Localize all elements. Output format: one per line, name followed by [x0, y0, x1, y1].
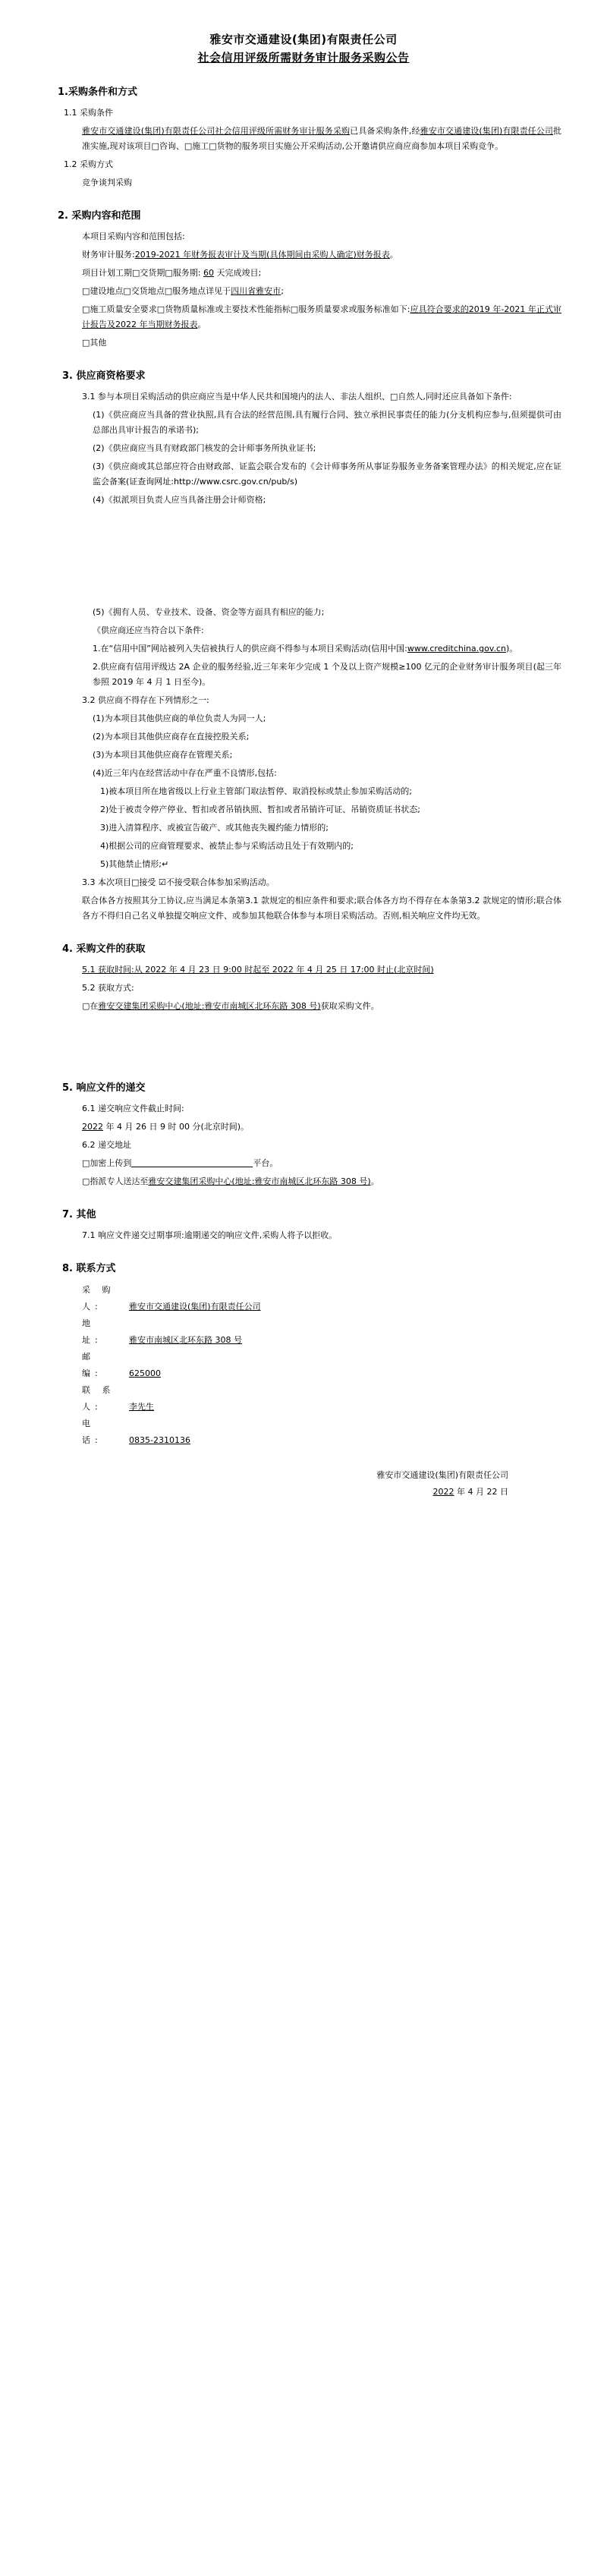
title-line-2: 社会信用评级所需财务审计服务采购公告: [197, 51, 410, 65]
submit-inperson-address: 雅安交建集团采购中心(地址:雅安市南城区北环东路 308 号): [148, 1176, 371, 1186]
audit-scope-suffix: 。: [389, 250, 398, 260]
section-6-paragraph: 7.1 响应文件递交过期事项:逾期递交的响应文件,采购人将予以拒收。: [82, 1230, 338, 1240]
section-5-heading: 5. 响应文件的递交: [62, 1082, 146, 1094]
deadline-year: 2022: [82, 1122, 103, 1132]
location-suffix: ;: [281, 286, 284, 296]
signature-company: 雅安市交通建设(集团)有限责任公司: [376, 1470, 508, 1480]
quality-prefix: □施工质量安全要求□货物质量标准或主要技术性能指标□服务质量要求或服务标准如下:: [82, 304, 410, 314]
blank-space-1: [46, 511, 561, 602]
contact-value: 雅安市交通建设(集团)有限责任公司: [129, 1302, 261, 1312]
blank-space-2: [46, 1017, 561, 1063]
audit-scope-underline: 2019-2021 年财务报表审计及当期(具体期间由采购人确定)财务报表: [134, 250, 390, 260]
contact-value: 0835-2310136: [129, 1435, 190, 1445]
contact-value: 625000: [129, 1368, 161, 1378]
section-4-acquire-time: [46, 962, 561, 978]
submit-inperson-suffix: 。: [370, 1176, 379, 1186]
submit-online-prefix: □加密上传到: [82, 1158, 132, 1168]
section-3-2-item-4-2: 2)处于被责令停产停业、暂扣或者吊销执照、暂扣或者吊销许可证、吊销资质证书状态;: [100, 805, 420, 814]
submit-inperson-prefix: ▢指派专人送达至: [82, 1176, 149, 1186]
title-line-1: 雅安市交通建设(集团)有限责任公司: [209, 33, 398, 46]
section-3-2-item-4-5: 5)其他禁止情形;↵: [100, 859, 169, 869]
submit-online-suffix: 平台。: [253, 1158, 278, 1168]
section-2-intro: 本项目采购内容和范围包括:: [82, 231, 185, 241]
contact-row: [46, 1382, 561, 1416]
section-2-heading: 2. 采购内容和范围: [58, 210, 141, 222]
section-5-deadline-label: 6.1 递交响应文件截止时间:: [82, 1104, 184, 1113]
purchase-subject-rest: 已具备采购条件,经: [350, 126, 420, 136]
acquire-method-address: 雅安交建集团采购中心(地址:雅安市南城区北环东路 308 号): [98, 1001, 321, 1011]
section-3-2-item-1: (1)为本项目其他供应商的单位负责人为同一人;: [93, 713, 266, 723]
section-1-2-heading: 1.2 采购方式: [64, 159, 113, 169]
section-5-submit-address-label: 6.2 递交地址: [82, 1140, 131, 1150]
contact-label: 联 系 人:: [82, 1385, 115, 1412]
quality-value: 应具符合要求的2019 年-2021 年正式审计报告及2022 年当期财务报表: [82, 304, 562, 329]
section-1-1-heading: 1.1 采购条件: [64, 108, 113, 118]
section-4-acquire-method-body: [46, 999, 561, 1014]
section-1-2-paragraph: 竞争谈判采购: [82, 178, 132, 187]
section-2-audit-scope: [46, 247, 561, 263]
acquire-method-suffix: 获取采购文件。: [320, 1001, 379, 1011]
blank-space-3: [46, 1449, 561, 1467]
section-3-2-item-4-1: 1)被本项目所在地省级以上行业主管部门取法暂停、取消投标或禁止参加采购活动的;: [100, 786, 412, 796]
section-5-submit-inperson: [46, 1174, 561, 1189]
section-3-2-item-4: (4)近三年内在经营活动中存在严重不良情形,包括:: [93, 768, 277, 778]
signature-date-year: 2022: [432, 1487, 454, 1497]
contact-label: 采 购 人:: [82, 1285, 115, 1312]
section-3-2: 3.2 供应商不得存在下列情形之一:: [82, 695, 209, 705]
section-3-1-item-5: (5)《拥有人员、专业技术、设备、资金等方面具有相应的能力;: [93, 607, 325, 617]
section-3-1-item-2: (2)《供应商应当具有财政部门核发的会计师事务所执业证书;: [93, 443, 316, 453]
section-1-1-paragraph: [46, 124, 561, 154]
credit-china-prefix: 1.在“信用中国”网站被列入失信被执行人的供应商不得参与本项目采购活动(信用中国:: [93, 644, 407, 653]
section-2-duration: [46, 266, 561, 281]
credit-china-suffix: )。: [505, 644, 518, 653]
section-3-1: 3.1 参与本项目采购活动的供应商应当是中华人民共和国境内的法人、非法人组织、□自然人,同时还应具备如下条件:: [82, 392, 512, 402]
section-3-1-item-4: (4)《拟派项目负责人应当具备注册会计师资格;: [93, 495, 266, 505]
section-4-heading: 4. 采购文件的获取: [62, 943, 146, 955]
credit-china-url[interactable]: www.creditchina.gov.cn: [407, 644, 506, 653]
section-3-1-item-3: (3)《供应商或其总部应符合由财政部、证监会联合发布的《会计师事务所从事证券服务业务备案管理办法》的相关规定,应在证监会备案(证查询网址:http://www.csrc.gov.cn/pub/s): [93, 461, 561, 487]
section-3-3: 3.3 本次项目□接受 ☑不接受联合体参加采购活动。: [82, 877, 275, 887]
section-3-1-item-6-2: 2.供应商有信用评级达 2A 企业的服务经验,近三年来年少完成 1 个及以上资产规模≥100 亿元的企业财务审计服务项目(起三年参照 2019 年 4 月 1 日至今)。: [93, 662, 561, 687]
contact-row: [46, 1282, 561, 1315]
deadline-rest: 年 4 月 26 日 9 时 00 分(北京时间)。: [105, 1122, 250, 1132]
section-3-2-item-3: (3)为本项目其他供应商存在管理关系;: [93, 750, 233, 760]
contact-label: 邮 编:: [82, 1352, 121, 1378]
duration-suffix: 天完成竣目;: [216, 268, 262, 278]
section-5-deadline-value: [46, 1120, 561, 1135]
section-7-heading: 8. 联系方式: [62, 1263, 116, 1274]
contact-row: [46, 1315, 561, 1349]
section-1-heading: 1.采购条件和方式: [58, 87, 137, 98]
section-3-2-item-2: (2)为本项目其他供应商存在直接控股关系;: [93, 732, 250, 742]
section-3-1-item-6-1: [46, 641, 561, 657]
contact-row: [46, 1349, 561, 1382]
audit-scope-prefix: 财务审计服务:: [82, 250, 135, 260]
acquire-method-prefix: ▢在: [82, 1001, 99, 1011]
duration-prefix: 项目计划工期□交货期□服务期:: [82, 268, 201, 278]
quality-suffix: 。: [197, 320, 206, 329]
contact-label: 电 话:: [82, 1419, 121, 1445]
approver-underline: 雅安市交通建设(集团)有限责任公司: [420, 126, 553, 136]
purchase-subject-underline: 雅安市交通建设(集团)有限责任公司社会信用评级所需财务审计服务采购: [82, 126, 351, 136]
section-2-other: □其他: [82, 338, 107, 348]
section-6-heading: 7. 其他: [62, 1209, 96, 1220]
section-3-2-item-4-3: 3)进入清算程序、或被宣告破产、或其他丧失履约能力情形的;: [100, 823, 329, 833]
contact-label: 地 址:: [82, 1318, 121, 1345]
section-3-2-item-4-4: 4)根据公司的应商管理要求、被禁止参与采购活动且处于有效期内的;: [100, 841, 354, 851]
purchase-subject-rest-2: 批准实施,现对该项目□咨询、□施工□货物的服务项目实施公开采购活动,公开邀请供应商应商参加本项目采购竞争。: [82, 126, 561, 151]
contact-value: 雅安市南城区北环东路 308 号: [129, 1335, 242, 1345]
signature-date: [46, 1484, 561, 1501]
section-5-submit-online: [46, 1156, 561, 1171]
contact-row: [46, 1416, 561, 1449]
section-4-acquire-method: 5.2 获取方式:: [82, 983, 134, 993]
acquire-time-value: 5.1 获取时间:从 2022 年 4 月 23 日 9:00 时起至 2022 年 4 月 25 日 17:00 时止(北京时间): [82, 965, 434, 975]
signature-date-text: 年 4 月 22 日: [457, 1487, 508, 1497]
location-value: 四川省雅安市: [231, 286, 281, 296]
duration-value: 60: [203, 268, 214, 278]
location-prefix: □建设地点□交货地点□服务地点详见于: [82, 286, 231, 296]
section-3-1-item-1: (1)《供应商应当具备的营业执照,具有合法的经营范围,具有履行合同、独立承担民事责任的能力(分支机构应参与,但须提供可由总部出具审计报告的承诺书);: [93, 410, 561, 435]
page-title: [46, 30, 561, 67]
platform-blank[interactable]: [131, 1157, 253, 1167]
section-2-location: [46, 284, 561, 299]
section-2-quality: [46, 302, 561, 332]
contact-value: 李先生: [129, 1402, 154, 1412]
section-3-1-item-6: 《供应商还应当符合以下条件:: [93, 625, 204, 635]
section-3-3-detail: 联合体各方按照其分工协议,应当满足本条第3.1 款规定的相应条件和要求;联合体各方均不得存在本条第3.2 款规定的情形;联合体各方不得归自己名义单独提交响应文件、或参加其他联合体参与本项目采购活动。否则,相关响应文件均无效。: [82, 896, 561, 921]
section-3-heading: 3. 供应商资格要求: [62, 370, 146, 382]
